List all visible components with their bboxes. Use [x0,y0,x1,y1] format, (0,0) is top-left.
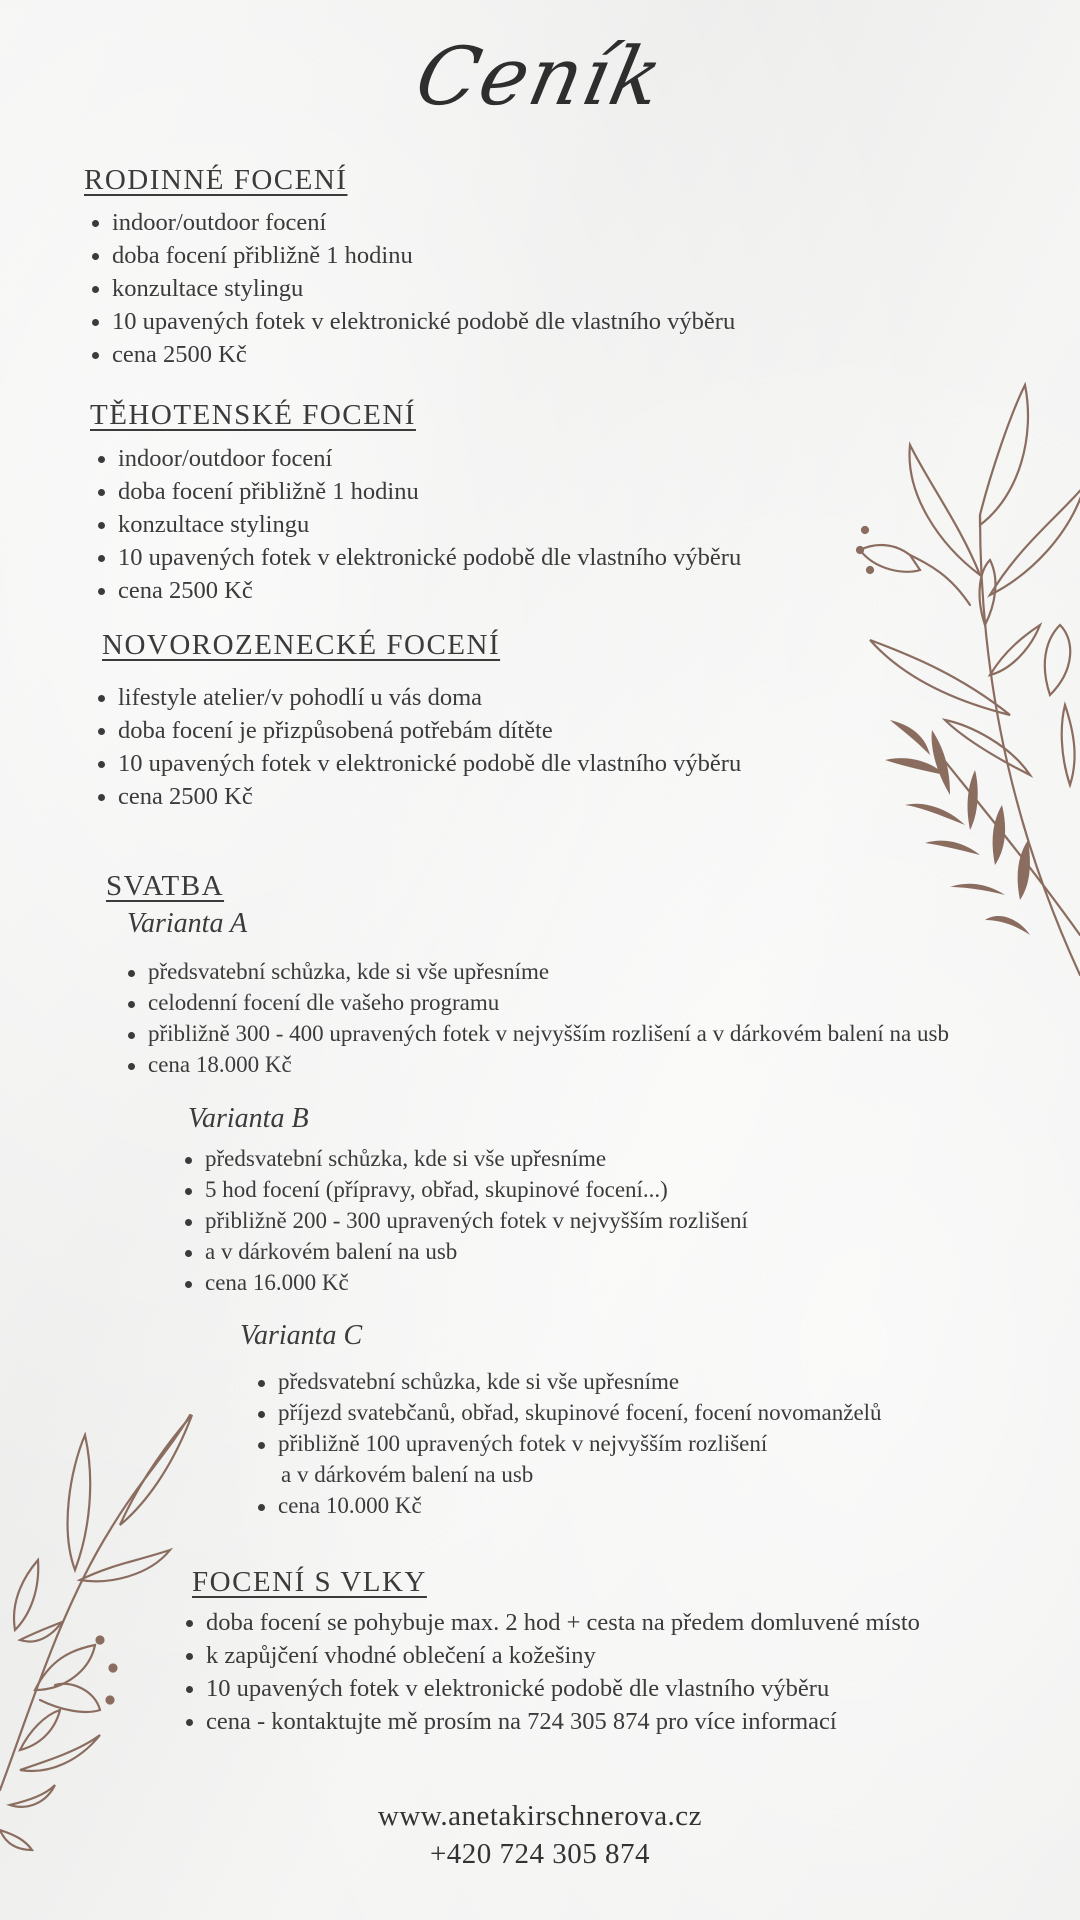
list-item: přibližně 300 - 400 upravených fotek v nejvyšším rozlišení a v dárkovém balení na usb [124,1018,949,1049]
list-variant-a [124,956,949,1080]
list-item: lifestyle atelier/v pohodlí u vás doma [94,681,741,714]
list-item: přibližně 200 - 300 upravených fotek v nejvyšším rozlišení [181,1205,748,1236]
list-item: cena - kontaktujte mě prosím na 724 305 874 pro více informací [182,1705,920,1738]
list-item: cena 18.000 Kč [124,1049,949,1080]
section-heading-rodinne: RODINNÉ FOCENÍ [84,164,348,196]
list-item: 10 upavených fotek v elektronické podobě dle vlastního výběru [94,541,741,574]
list-item: cena 2500 Kč [88,338,735,371]
list-variant-b [181,1143,748,1298]
list-item: a v dárkovém balení na usb [181,1236,748,1267]
website-link[interactable]: www.anetakirschnerova.cz [377,1800,703,1832]
variant-a-label: Varianta A [127,908,248,939]
list-tehotenske [94,442,741,607]
list-item: konzultace stylingu [88,272,735,305]
list-item: k zapůjčení vhodné oblečení a kožešiny [182,1639,920,1672]
list-item-continuation: a v dárkovém balení na usb [281,1462,534,1487]
list-item: cena 2500 Kč [94,780,741,813]
list-item: doba focení se pohybuje max. 2 hod + cesta na předem domluvené místo [182,1606,920,1639]
section-heading-tehotenske: TĚHOTENSKÉ FOCENÍ [90,399,416,431]
list-item: příjezd svatebčanů, obřad, skupinové focení, focení novomanželů [254,1397,882,1428]
list-item: doba focení je přizpůsobená potřebám dítěte [94,714,741,747]
variant-c-label: Varianta C [240,1320,363,1351]
list-variant-c [254,1366,882,1521]
list-item: indoor/outdoor focení [88,206,735,239]
list-item: předsvatební schůzka, kde si vše upřesníme [124,956,949,987]
list-item: 10 upavených fotek v elektronické podobě dle vlastního výběru [182,1672,920,1705]
floral-decoration-right [850,375,1080,995]
variant-b-label: Varianta B [188,1103,309,1134]
list-item: 10 upavených fotek v elektronické podobě dle vlastního výběru [94,747,741,780]
list-item: cena 16.000 Kč [181,1267,748,1298]
list-item: 5 hod focení (přípravy, obřad, skupinové focení...) [181,1174,748,1205]
list-item: předsvatební schůzka, kde si vše upřesníme [254,1366,882,1397]
list-item: doba focení přibližně 1 hodinu [94,475,741,508]
section-heading-vlci: FOCENÍ S VLKY [192,1566,427,1598]
list-item: přibližně 100 upravených fotek v nejvyšším rozlišení [254,1428,882,1459]
list-novorozenecke [94,681,741,813]
list-item: konzultace stylingu [94,508,741,541]
phone-number[interactable]: +420 724 305 874 [429,1838,651,1870]
section-heading-novorozenecke: NOVOROZENECKÉ FOCENÍ [102,629,501,661]
section-heading-svatba: SVATBA [106,870,225,902]
list-item: 10 upavených fotek v elektronické podobě dle vlastního výběru [88,305,735,338]
floral-decoration-left [0,1410,200,1860]
list-item: cena 10.000 Kč [254,1490,882,1521]
list-item: celodenní focení dle vašeho programu [124,987,949,1018]
list-vlci [182,1606,920,1738]
list-rodinne [88,206,735,371]
list-item: předsvatební schůzka, kde si vše upřesníme [181,1143,748,1174]
list-item: indoor/outdoor focení [94,442,741,475]
page-title: Ceník [408,30,672,123]
list-item: cena 2500 Kč [94,574,741,607]
list-item: doba focení přibližně 1 hodinu [88,239,735,272]
